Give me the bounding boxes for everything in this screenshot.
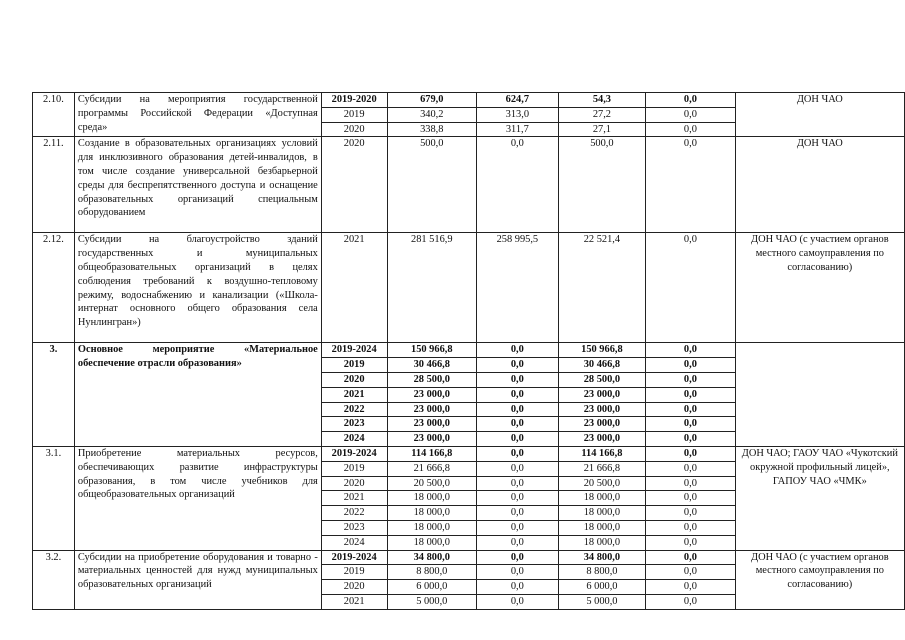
federal-budget-cell: 0,0 — [477, 446, 559, 461]
local-budget-cell: 0,0 — [646, 594, 735, 609]
year-cell: 2020 — [321, 372, 387, 387]
year-cell: 2020 — [321, 122, 387, 137]
total-cell: 18 000,0 — [387, 520, 477, 535]
year-cell: 2022 — [321, 506, 387, 521]
year-cell: 2020 — [321, 580, 387, 595]
federal-budget-cell: 0,0 — [477, 491, 559, 506]
federal-budget-cell: 313,0 — [477, 107, 559, 122]
total-cell: 500,0 — [387, 137, 477, 233]
executor-cell: ДОН ЧАО (с участием органов местного самоуправления по согласованию) — [735, 550, 904, 609]
item-name: Приобретение материальных ресурсов, обеспечивающих развитие инфраструктуры образования, в том числе учебников для общеобразовательных организаций — [74, 446, 321, 550]
federal-budget-cell: 0,0 — [477, 402, 559, 417]
local-budget-cell: 0,0 — [646, 417, 735, 432]
year-cell: 2020 — [321, 137, 387, 233]
federal-budget-cell: 0,0 — [477, 520, 559, 535]
total-cell: 18 000,0 — [387, 491, 477, 506]
regional-budget-cell: 30 466,8 — [558, 358, 646, 373]
federal-budget-cell: 311,7 — [477, 122, 559, 137]
local-budget-cell: 0,0 — [646, 122, 735, 137]
item-number: 2.12. — [33, 233, 75, 343]
year-cell: 2021 — [321, 491, 387, 506]
local-budget-cell: 0,0 — [646, 358, 735, 373]
year-cell: 2019-2024 — [321, 446, 387, 461]
regional-budget-cell: 114 166,8 — [558, 446, 646, 461]
total-cell: 18 000,0 — [387, 535, 477, 550]
local-budget-cell: 0,0 — [646, 372, 735, 387]
total-cell: 23 000,0 — [387, 387, 477, 402]
year-cell: 2019-2020 — [321, 93, 387, 108]
federal-budget-cell: 0,0 — [477, 137, 559, 233]
local-budget-cell: 0,0 — [646, 387, 735, 402]
regional-budget-cell: 28 500,0 — [558, 372, 646, 387]
regional-budget-cell: 8 800,0 — [558, 565, 646, 580]
total-cell: 8 800,0 — [387, 565, 477, 580]
total-cell: 150 966,8 — [387, 343, 477, 358]
regional-budget-cell: 23 000,0 — [558, 402, 646, 417]
total-cell: 23 000,0 — [387, 402, 477, 417]
federal-budget-cell: 0,0 — [477, 594, 559, 609]
local-budget-cell: 0,0 — [646, 107, 735, 122]
regional-budget-cell: 23 000,0 — [558, 432, 646, 447]
item-number: 2.10. — [33, 93, 75, 137]
regional-budget-cell: 23 000,0 — [558, 417, 646, 432]
total-cell: 338,8 — [387, 122, 477, 137]
item-name: Основное мероприятие «Материальное обеспечение отрасли образования» — [74, 343, 321, 447]
table-row — [33, 137, 905, 233]
year-cell: 2024 — [321, 432, 387, 447]
regional-budget-cell: 34 800,0 — [558, 550, 646, 565]
federal-budget-cell: 624,7 — [477, 93, 559, 108]
total-cell: 20 500,0 — [387, 476, 477, 491]
local-budget-cell: 0,0 — [646, 565, 735, 580]
regional-budget-cell: 20 500,0 — [558, 476, 646, 491]
executor-cell — [735, 343, 904, 447]
total-cell: 23 000,0 — [387, 432, 477, 447]
federal-budget-cell: 0,0 — [477, 550, 559, 565]
regional-budget-cell: 23 000,0 — [558, 387, 646, 402]
total-cell: 679,0 — [387, 93, 477, 108]
item-number: 2.11. — [33, 137, 75, 233]
federal-budget-cell: 0,0 — [477, 417, 559, 432]
federal-budget-cell: 0,0 — [477, 476, 559, 491]
table-row — [33, 343, 905, 358]
item-name: Создание в образовательных организациях условий для инклюзивного образования детей-инвалидов, в том числе создание универсальной безбарьерной среды для беспрепятственного доступа и оснащение образовательных организаций специальным оборудованием — [74, 137, 321, 233]
total-cell: 281 516,9 — [387, 233, 477, 343]
local-budget-cell: 0,0 — [646, 535, 735, 550]
item-name: Субсидии на благоустройство зданий государственных и муниципальных общеобразовательных организаций в целях соблюдения требований к воздушно-тепловому режиму, водоснабжению и канализации («Школа-интернат основного общего образования села Нунлингран») — [74, 233, 321, 343]
year-cell: 2021 — [321, 594, 387, 609]
total-cell: 30 466,8 — [387, 358, 477, 373]
federal-budget-cell: 0,0 — [477, 580, 559, 595]
year-cell: 2023 — [321, 520, 387, 535]
federal-budget-cell: 0,0 — [477, 565, 559, 580]
local-budget-cell: 0,0 — [646, 93, 735, 108]
local-budget-cell: 0,0 — [646, 491, 735, 506]
year-cell: 2020 — [321, 476, 387, 491]
regional-budget-cell: 18 000,0 — [558, 535, 646, 550]
regional-budget-cell: 22 521,4 — [558, 233, 646, 343]
regional-budget-cell: 500,0 — [558, 137, 646, 233]
year-cell: 2022 — [321, 402, 387, 417]
total-cell: 34 800,0 — [387, 550, 477, 565]
local-budget-cell: 0,0 — [646, 550, 735, 565]
regional-budget-cell: 6 000,0 — [558, 580, 646, 595]
table-row — [33, 446, 905, 461]
total-cell: 18 000,0 — [387, 506, 477, 521]
total-cell: 6 000,0 — [387, 580, 477, 595]
regional-budget-cell: 54,3 — [558, 93, 646, 108]
local-budget-cell: 0,0 — [646, 233, 735, 343]
regional-budget-cell: 21 666,8 — [558, 461, 646, 476]
local-budget-cell: 0,0 — [646, 446, 735, 461]
federal-budget-cell: 0,0 — [477, 461, 559, 476]
total-cell: 23 000,0 — [387, 417, 477, 432]
federal-budget-cell: 0,0 — [477, 432, 559, 447]
year-cell: 2024 — [321, 535, 387, 550]
federal-budget-cell: 0,0 — [477, 343, 559, 358]
federal-budget-cell: 0,0 — [477, 372, 559, 387]
item-number: 3.2. — [33, 550, 75, 609]
regional-budget-cell: 18 000,0 — [558, 491, 646, 506]
total-cell: 21 666,8 — [387, 461, 477, 476]
federal-budget-cell: 0,0 — [477, 387, 559, 402]
local-budget-cell: 0,0 — [646, 402, 735, 417]
local-budget-cell: 0,0 — [646, 520, 735, 535]
executor-cell: ДОН ЧАО (с участием органов местного самоуправления по согласованию) — [735, 233, 904, 343]
executor-cell: ДОН ЧАО — [735, 93, 904, 137]
executor-cell: ДОН ЧАО — [735, 137, 904, 233]
total-cell: 340,2 — [387, 107, 477, 122]
year-cell: 2019 — [321, 565, 387, 580]
year-cell: 2023 — [321, 417, 387, 432]
regional-budget-cell: 5 000,0 — [558, 594, 646, 609]
regional-budget-cell: 27,1 — [558, 122, 646, 137]
item-number: 3.1. — [33, 446, 75, 550]
local-budget-cell: 0,0 — [646, 506, 735, 521]
local-budget-cell: 0,0 — [646, 432, 735, 447]
local-budget-cell: 0,0 — [646, 461, 735, 476]
executor-cell: ДОН ЧАО; ГАОУ ЧАО «Чукотский окружной профильный лицей», ГАПОУ ЧАО «ЧМК» — [735, 446, 904, 550]
year-cell: 2019 — [321, 358, 387, 373]
item-number: 3. — [33, 343, 75, 447]
table-row — [33, 233, 905, 343]
table-row — [33, 550, 905, 565]
local-budget-cell: 0,0 — [646, 580, 735, 595]
table-row — [33, 93, 905, 108]
item-name: Субсидии на приобретение оборудования и товарно - материальных ценностей для нужд муниципальных образовательных организаций — [74, 550, 321, 609]
year-cell: 2019 — [321, 461, 387, 476]
budget-table — [32, 92, 905, 610]
total-cell: 114 166,8 — [387, 446, 477, 461]
total-cell: 28 500,0 — [387, 372, 477, 387]
total-cell: 5 000,0 — [387, 594, 477, 609]
year-cell: 2021 — [321, 387, 387, 402]
federal-budget-cell: 258 995,5 — [477, 233, 559, 343]
year-cell: 2019 — [321, 107, 387, 122]
local-budget-cell: 0,0 — [646, 343, 735, 358]
item-name: Субсидии на мероприятия государственной программы Российской Федерации «Доступная среда» — [74, 93, 321, 137]
local-budget-cell: 0,0 — [646, 476, 735, 491]
regional-budget-cell: 150 966,8 — [558, 343, 646, 358]
federal-budget-cell: 0,0 — [477, 358, 559, 373]
regional-budget-cell: 18 000,0 — [558, 520, 646, 535]
federal-budget-cell: 0,0 — [477, 535, 559, 550]
regional-budget-cell: 18 000,0 — [558, 506, 646, 521]
year-cell: 2021 — [321, 233, 387, 343]
regional-budget-cell: 27,2 — [558, 107, 646, 122]
local-budget-cell: 0,0 — [646, 137, 735, 233]
year-cell: 2019-2024 — [321, 550, 387, 565]
year-cell: 2019-2024 — [321, 343, 387, 358]
federal-budget-cell: 0,0 — [477, 506, 559, 521]
